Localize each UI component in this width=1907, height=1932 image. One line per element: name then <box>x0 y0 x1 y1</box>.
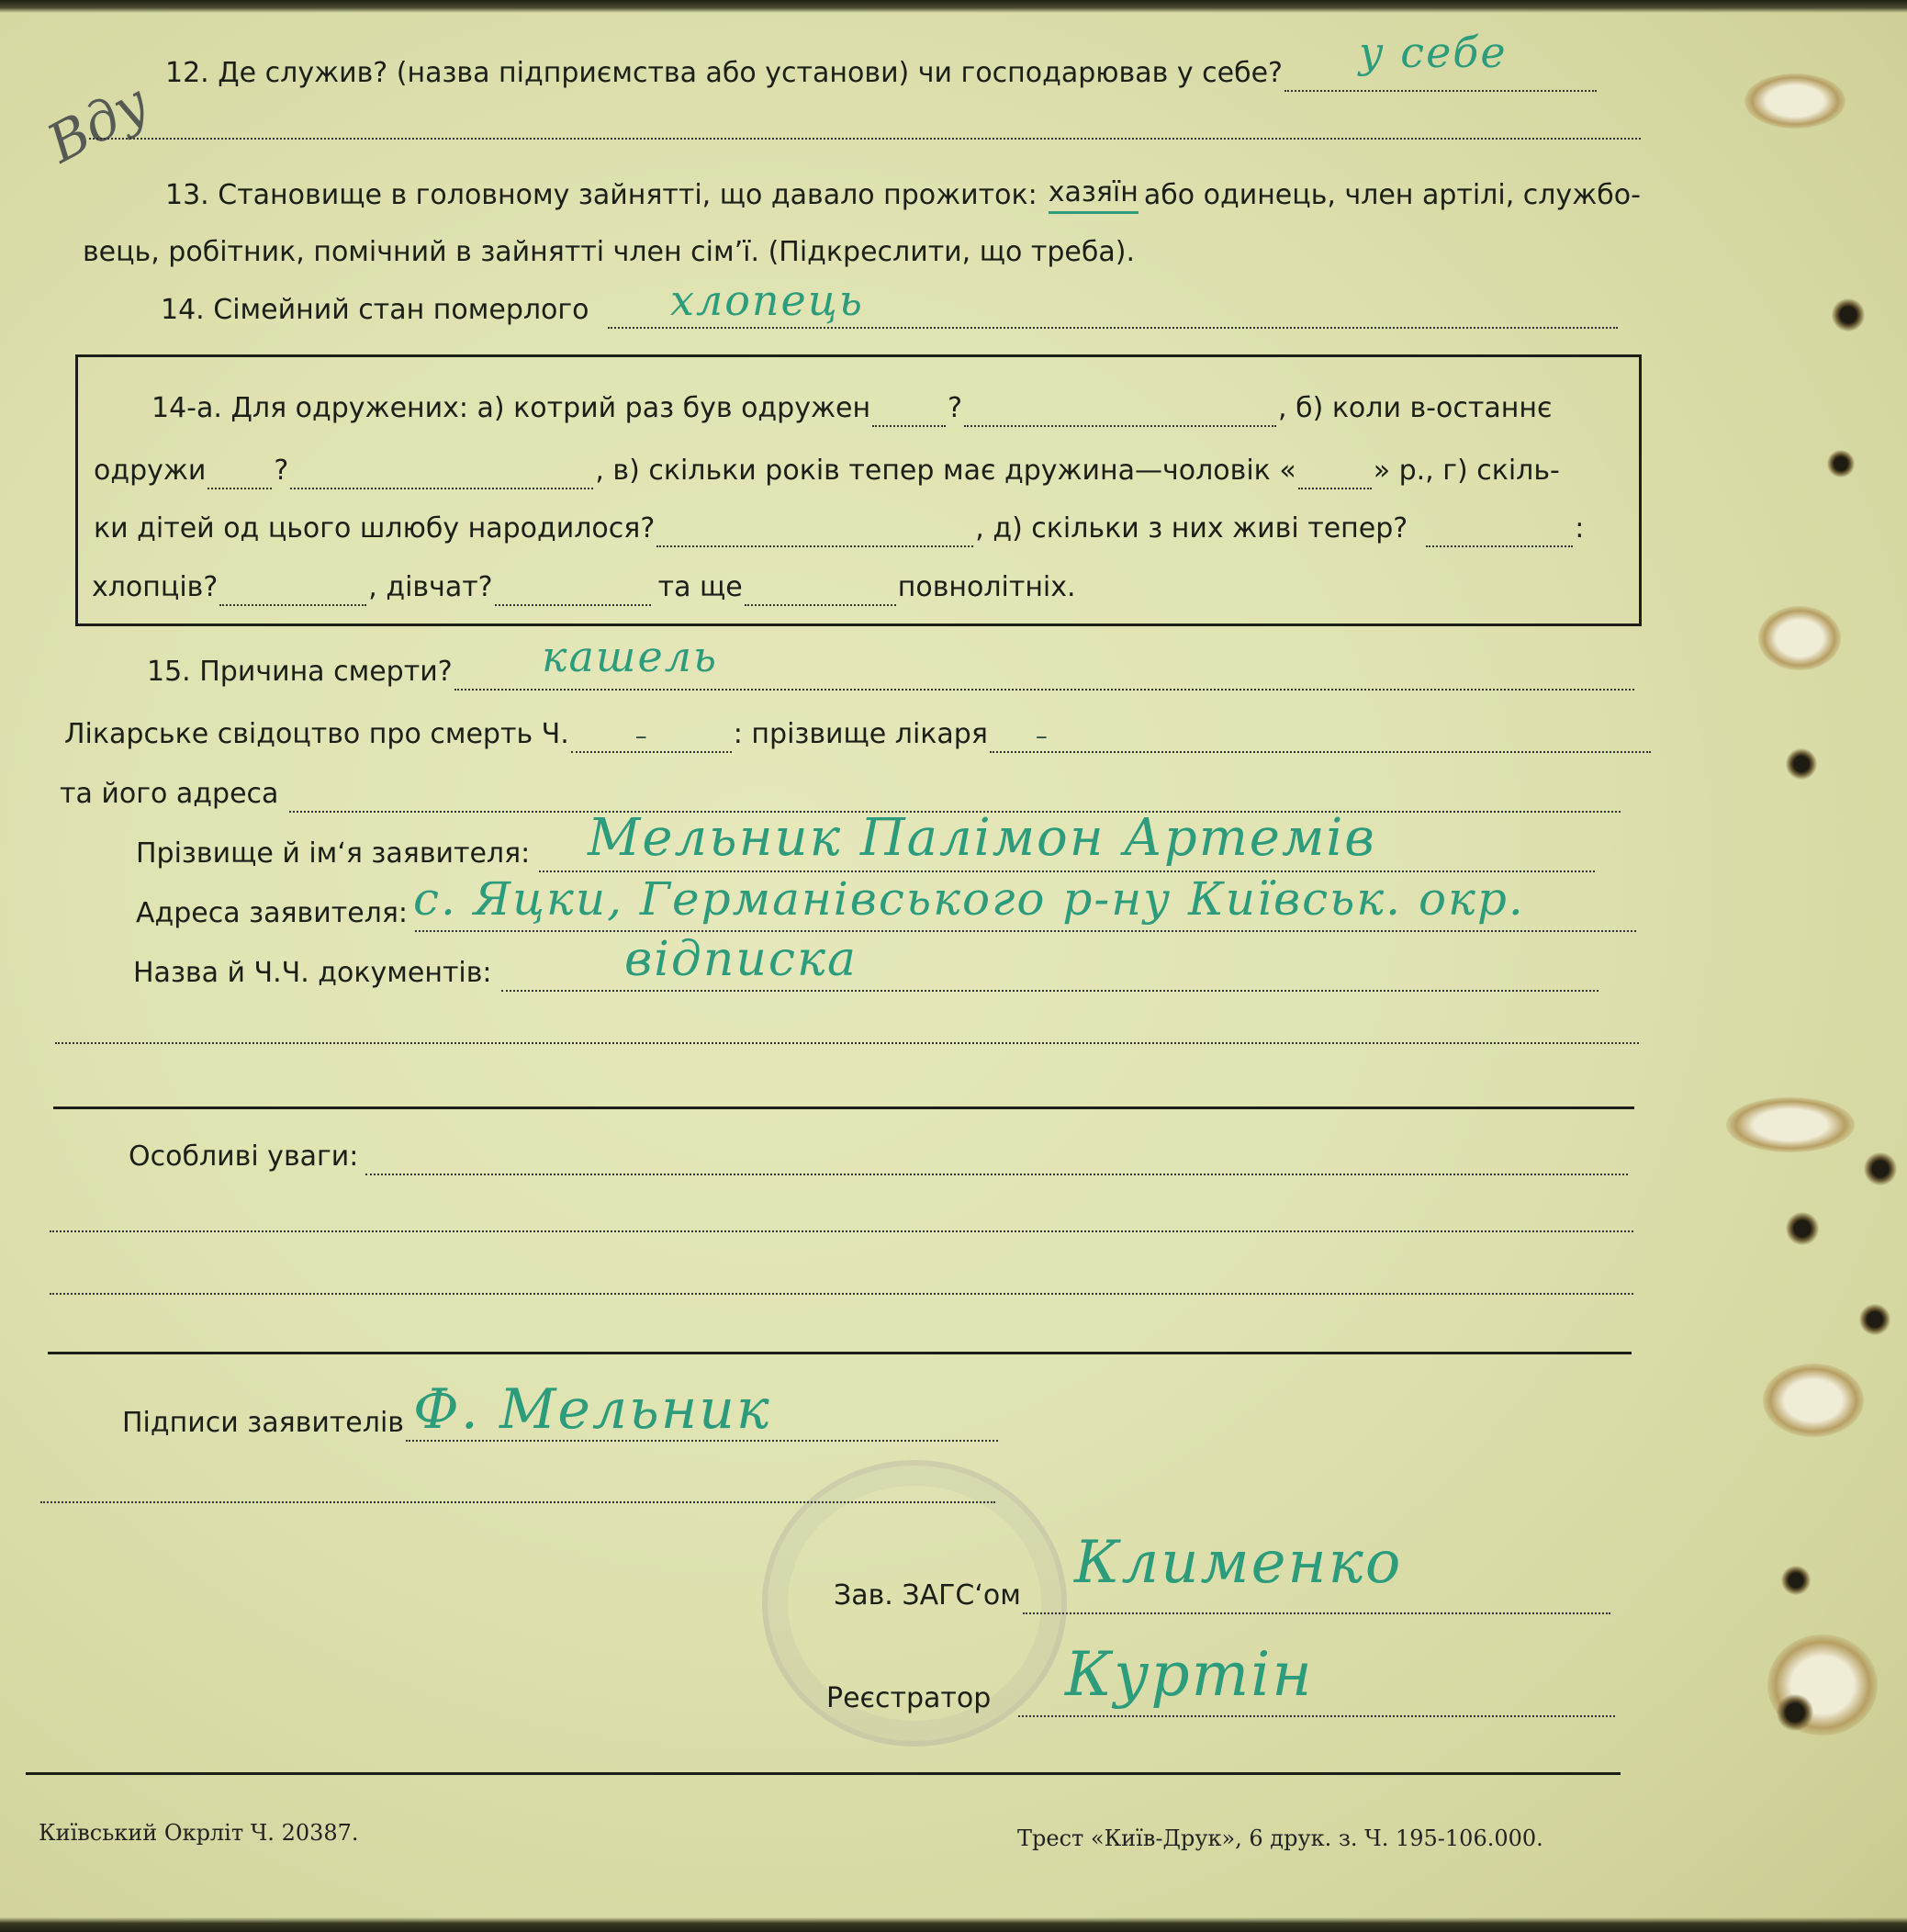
q14a-text: одружи <box>94 455 207 487</box>
head-signature: Клименко <box>1074 1529 1403 1597</box>
q14a-field-b2[interactable] <box>290 460 593 489</box>
q15-line <box>147 654 1636 691</box>
paper-tear <box>1763 1364 1864 1437</box>
q14a-text: 14-а. Для одружених: а) котрий раз був одружен <box>151 392 871 424</box>
q14a-text: : <box>1575 512 1585 545</box>
q12-value: у себе <box>1359 28 1508 77</box>
doctor-number-field[interactable] <box>571 724 732 753</box>
q12-field-2[interactable] <box>89 110 1641 140</box>
footer-left-imprint: Київський Окрліт Ч. 20387. <box>39 1820 359 1846</box>
q14-line <box>161 292 1620 329</box>
paper-tear <box>1726 1097 1855 1152</box>
q15-label: 15. Причина смерти? <box>147 656 453 688</box>
q14a-text: ? <box>948 392 962 424</box>
doctor-address-label: та його адреса <box>60 778 279 810</box>
q14a-line-3 <box>94 511 1584 547</box>
q14a-text: , в) скільки років тепер має дружина—чоловік « <box>595 455 1296 487</box>
signatures-value: Ф. Мельник <box>413 1377 771 1442</box>
documents-label: Назва й Ч.Ч. документів: <box>133 957 492 989</box>
section-divider <box>53 1106 1634 1109</box>
q13-underlined-choice: хазяїн <box>1049 174 1139 214</box>
q14a-text: ? <box>274 455 289 487</box>
footer-right-imprint: Трест «Київ-Друк», 6 друк. з. Ч. 195-106.000. <box>1017 1825 1543 1851</box>
q13-line-2 <box>83 234 1135 271</box>
q14a-field-d[interactable] <box>656 518 973 547</box>
q14a-text: » р., г) скіль- <box>1373 455 1560 487</box>
binding-hole <box>1864 1152 1897 1185</box>
q14-label: 14. Сімейний стан померлого <box>161 294 589 326</box>
registrar-label: Реєстратор <box>826 1682 992 1714</box>
q14a-field-boys[interactable] <box>219 577 366 606</box>
doctor-name-field[interactable] <box>990 724 1651 753</box>
q14a-text: хлопців? <box>92 571 219 603</box>
registrar-signature: Куртін <box>1065 1639 1314 1710</box>
binding-hole <box>1786 748 1817 780</box>
documents-line <box>133 955 1600 992</box>
q14a-line-1 <box>151 390 1552 427</box>
margin-pencil-mark: Вду <box>37 71 159 175</box>
special-line <box>129 1139 1630 1175</box>
documents-field-2[interactable] <box>55 1015 1639 1044</box>
bottom-edge-shadow <box>0 1917 1907 1932</box>
q14a-text: , дівчат? <box>368 571 493 603</box>
doctor-label: Лікарське свідоцтво про смерть Ч. <box>64 718 569 750</box>
special-label: Особливі уваги: <box>129 1140 359 1173</box>
head-label: Зав. ЗАГС‘ом <box>834 1579 1021 1612</box>
applicant-name-label: Прізвище й ім‘я заявителя: <box>136 837 531 870</box>
q14a-text: та ще <box>657 571 743 603</box>
q14a-text: ки дітей од цього шлюбу народилося? <box>94 512 656 545</box>
applicant-address-label: Адреса заявителя: <box>136 897 409 929</box>
paper-tear <box>1758 606 1841 670</box>
q14a-field-a2[interactable] <box>964 398 1276 427</box>
documents-value: відписка <box>624 932 858 987</box>
q14a-line-4 <box>92 569 1076 606</box>
signatures-line-2 <box>39 1474 997 1503</box>
q14a-text: , д) скільки з них живі тепер? <box>975 512 1408 545</box>
special-field[interactable] <box>365 1146 1628 1175</box>
q15-value: кашель <box>542 632 719 681</box>
special-line-3 <box>48 1265 1635 1295</box>
binding-hole <box>1859 1304 1890 1335</box>
section-divider <box>48 1352 1632 1354</box>
doctor-line <box>64 716 1653 753</box>
applicant-address-value: с. Яцки, Германівського р-ну Київськ. окр. <box>413 872 1525 926</box>
q14a-field-c[interactable] <box>1298 460 1372 489</box>
bottom-rule <box>26 1772 1621 1775</box>
doctor-name-label: : прізвище лікаря <box>733 718 988 750</box>
paper-tear <box>1744 73 1845 129</box>
signatures-field-2[interactable] <box>40 1474 995 1503</box>
binding-hole <box>1777 1694 1813 1731</box>
documents-line-2 <box>53 1015 1641 1044</box>
q14a-field-girls[interactable] <box>495 577 651 606</box>
doctor-name-value: – <box>1035 723 1048 750</box>
doctor-address-line <box>60 776 1622 813</box>
top-edge-shadow <box>0 0 1907 13</box>
binding-hole <box>1781 1566 1811 1595</box>
special-field-3[interactable] <box>50 1265 1633 1295</box>
q14a-field-adults[interactable] <box>745 577 896 606</box>
q12-continuation <box>87 110 1643 140</box>
binding-hole <box>1786 1212 1819 1245</box>
q13-text-2: вець, робітник, помічний в зайнятті член сім’ї. (Підкреслити, що треба). <box>83 236 1135 268</box>
q14a-field-b[interactable] <box>208 460 272 489</box>
binding-hole <box>1832 298 1865 331</box>
q13-text-prefix: 13. Становище в головному зайнятті, що давало прожиток: <box>165 179 1038 211</box>
q14a-line-2 <box>94 453 1560 489</box>
q14a-text: повнолітніх. <box>897 571 1076 603</box>
special-line-2 <box>48 1203 1635 1232</box>
binding-hole <box>1827 450 1855 477</box>
q13-line-1 <box>165 174 1641 214</box>
q14a-field-e[interactable] <box>1426 518 1573 547</box>
applicant-name-value: Мельник Палімон Артемів <box>588 808 1376 868</box>
q14a-text: , б) коли в-останнє <box>1278 392 1553 424</box>
q14a-field-a[interactable] <box>872 398 946 427</box>
q13-text-suffix: або одинець, член артілі, службо- <box>1143 179 1641 211</box>
signatures-label: Підписи заявителів <box>122 1407 404 1439</box>
q14-value: хлопець <box>670 275 864 325</box>
special-field-2[interactable] <box>50 1203 1633 1232</box>
q12-label: 12. Де служив? (назва підприємства або установи) чи господарював у себе? <box>165 57 1283 89</box>
doctor-number-value: – <box>634 723 647 750</box>
